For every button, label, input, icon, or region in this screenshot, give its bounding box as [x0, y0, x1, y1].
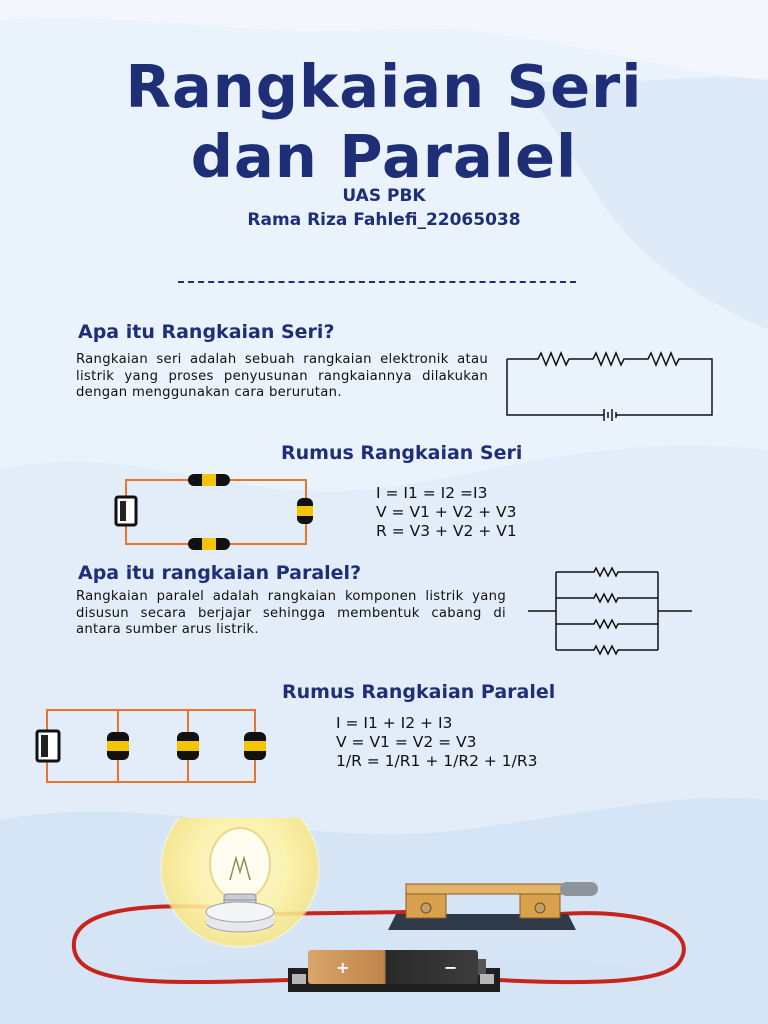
- resistor-branch-2: [177, 732, 199, 760]
- paralel-formulas: [336, 714, 538, 771]
- paralel-formula-3: 1/R = 1/R1 + 1/R2 + 1/R3: [336, 752, 538, 770]
- parallel-circuit-diagram: [526, 562, 696, 660]
- battery-symbol: [37, 731, 59, 761]
- resistor-right: [297, 498, 313, 524]
- seri-formula-1: I = I1 = I2 =I3: [376, 484, 488, 502]
- seri-formula-3: R = V3 + V2 + V1: [376, 522, 517, 540]
- author-label: Rama Riza Fahlefi_22065038: [247, 210, 521, 230]
- author-block: [0, 184, 768, 232]
- seri-formula-2: V = V1 + V2 + V3: [376, 503, 517, 521]
- circuit-illustration: [60, 818, 710, 1018]
- svg-text:−: −: [444, 958, 458, 977]
- course-label: UAS PBK: [342, 186, 426, 206]
- seri-formulas: [376, 484, 517, 541]
- paralel-formula-1: I = I1 + I2 + I3: [336, 714, 453, 732]
- series-circuit-illustration: [108, 468, 322, 556]
- series-circuit-diagram: [500, 345, 720, 421]
- seri-heading: Apa itu Rangkaian Seri?: [78, 321, 335, 343]
- seri-description: Rangkaian seri adalah sebuah rangkaian elektronik atau listrik yang proses penyusunan rangkaiannya dilakukan dengan menggunakan cara berurutan.: [76, 352, 488, 400]
- title-line-2: dan Paralel: [190, 122, 578, 191]
- page-title: [0, 52, 768, 192]
- paralel-heading: Apa itu rangkaian Paralel?: [78, 562, 362, 584]
- svg-text:+: +: [336, 958, 350, 977]
- battery-symbol: [116, 497, 136, 525]
- resistor-top: [188, 474, 230, 486]
- seri-formula-heading: Rumus Rangkaian Seri: [281, 442, 523, 464]
- resistor-bottom: [188, 538, 230, 550]
- resistor-branch-3: [244, 732, 266, 760]
- divider: [178, 281, 576, 283]
- parallel-circuit-illustration: [30, 700, 280, 792]
- paralel-formula-2: V = V1 = V2 = V3: [336, 733, 477, 751]
- lightbulb-icon: [160, 818, 320, 948]
- paralel-description: Rangkaian paralel adalah rangkaian komponen listrik yang disusun secara berjajar sehingga membentuk cabang di antara sumber arus listrik.: [76, 589, 506, 637]
- knife-switch-icon: [388, 882, 598, 930]
- resistor-branch-1: [107, 732, 129, 760]
- battery-icon: [288, 950, 500, 992]
- paralel-formula-heading: Rumus Rangkaian Paralel: [282, 681, 556, 703]
- title-line-1: Rangkaian Seri: [125, 52, 643, 121]
